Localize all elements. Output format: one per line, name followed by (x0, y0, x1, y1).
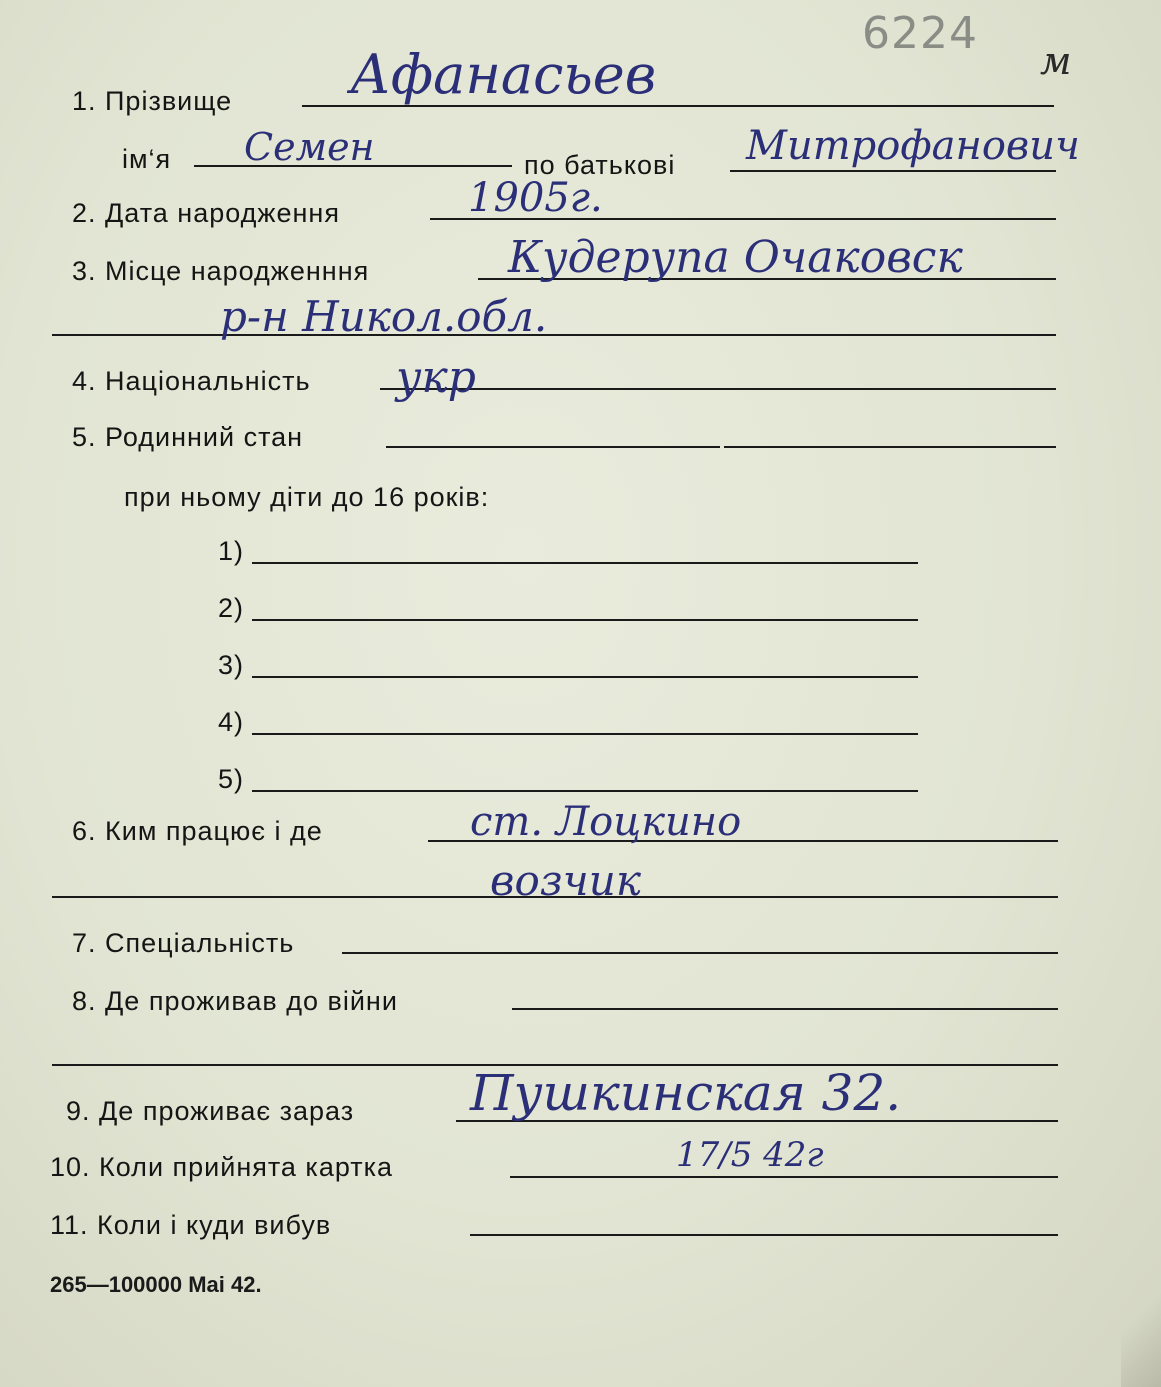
departed-label: 11. Коли і куди вибув (50, 1210, 332, 1240)
patronymic-label: по батькові (524, 150, 676, 180)
birth-place-label: 3. Місце народженння (72, 256, 370, 286)
card-date-label: 10. Коли прийнята картка (50, 1152, 394, 1182)
paper-edge (1121, 1267, 1161, 1387)
child-row-line (252, 562, 918, 564)
specialty-line (342, 952, 1058, 954)
nationality-label: 4. Національність (72, 366, 311, 396)
birth-date-label: 2. Дата народження (72, 198, 340, 228)
first-name-value: Семен (244, 125, 375, 169)
archive-number: 6224 (862, 8, 978, 59)
nationality-value: укр (396, 352, 476, 403)
nationality-line (380, 388, 1056, 390)
marital-label: 5. Родинний стан (72, 422, 304, 452)
current-label: 9. Де проживає зараз (66, 1096, 355, 1126)
birth-date-value: 1905г. (468, 175, 603, 221)
marital-line-b (724, 446, 1056, 448)
child-row-line (252, 676, 918, 678)
patronymic-line (730, 170, 1056, 172)
current-value: Пушкинская 32. (470, 1064, 902, 1122)
corner-mark: м (1040, 39, 1072, 83)
work-value-2: возчик (490, 856, 641, 905)
surname-label: 1. Прізвище (72, 86, 233, 116)
patronymic-value: Митрофанович (746, 123, 1080, 169)
specialty-label: 7. Спеціальність (72, 928, 295, 958)
surname-value: Афанасьев (350, 43, 657, 106)
prewar-line-1 (512, 1008, 1058, 1010)
child-row-label: 4) (218, 707, 245, 737)
work-value-1: ст. Лоцкино (470, 799, 742, 845)
card-date-value: 17/5 42г (676, 1135, 824, 1175)
child-row-label: 1) (218, 536, 245, 566)
print-mark: 265—100000 Mai 42. (50, 1272, 262, 1297)
child-row-line (252, 619, 918, 621)
prewar-label: 8. Де проживав до війни (72, 986, 398, 1016)
first-name-label: ім‘я (122, 144, 172, 174)
child-row-label: 3) (218, 650, 245, 680)
child-row-label: 5) (218, 764, 245, 794)
work-label: 6. Ким працює і де (72, 816, 323, 846)
birth-place-value-1: Кудерупа Очаковск (508, 232, 963, 283)
birth-place-line-2 (52, 334, 1056, 336)
child-row-line (252, 790, 918, 792)
birth-place-value-2: р-н Никол.обл. (220, 292, 548, 341)
marital-line-a (386, 446, 720, 448)
child-row-label: 2) (218, 593, 245, 623)
children-label: при ньому діти до 16 років: (124, 482, 490, 512)
child-row-line (252, 733, 918, 735)
departed-line (470, 1234, 1058, 1236)
card-date-line (510, 1176, 1058, 1178)
